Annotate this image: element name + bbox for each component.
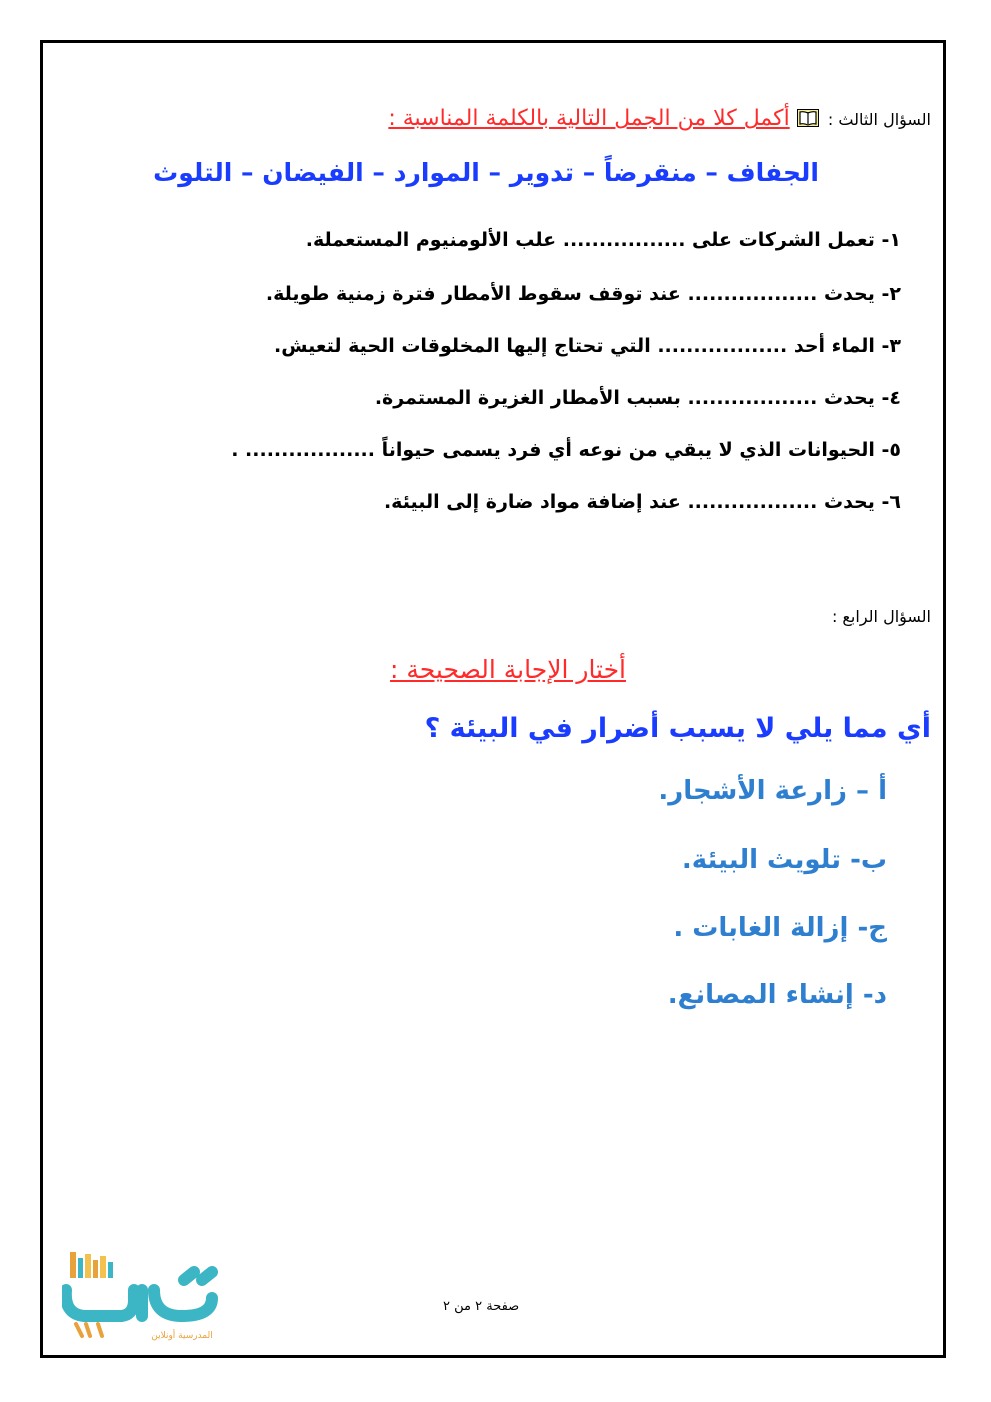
mcq-option-d: د- إنشاء المصانع. <box>667 980 887 1010</box>
fill-blank-item-5: ٥- الحيوانات الذي لا يبقي من نوعه أي فرد يسمى حيواناً .................. . <box>231 439 901 461</box>
mcq-option-c: ج- إزالة الغابات . <box>673 913 887 943</box>
question-4-label: السؤال الرابع : <box>831 607 931 626</box>
fill-blank-item-4: ٤- يحدث .................. بسبب الأمطار الغزيرة المستمرة. <box>374 387 901 409</box>
books-icon <box>62 1250 242 1342</box>
fill-blank-item-2: ٢- يحدث .................. عند توقف سقوط الأمطار فترة زمنية طويلة. <box>265 283 901 305</box>
question-4-instruction: أختار الإجابة الصحيحة : <box>390 655 626 684</box>
page-number: صفحة ٢ من ٢ <box>443 1299 520 1314</box>
mcq-question: أي مما يلي لا يسبب أضرار في البيئة ؟ <box>424 713 931 744</box>
question-3-header <box>388 106 931 131</box>
book-icon <box>797 109 819 127</box>
fill-blank-item-6: ٦- يحدث .................. عند إضافة مواد ضارة إلى البيئة. <box>383 491 901 513</box>
word-bank: الجفاف – منقرضاً – تدوير – الموارد – الفيضان – التلوث <box>153 158 819 187</box>
logo-tagline: المدرسية أونلاين <box>151 1331 213 1341</box>
mcq-option-b: ب- تلويث البيئة. <box>681 845 887 875</box>
fill-blank-item-3: ٣- الماء أحد .................. التي تحتاج إليها المخلوقات الحية لتعيش. <box>274 335 901 357</box>
kutubi-logo <box>62 1250 242 1342</box>
mcq-option-a: أ – زارعة الأشجار. <box>658 776 887 806</box>
fill-blank-item-1: ١- تعمل الشركات على ................. علب الألومنيوم المستعملة. <box>305 229 901 251</box>
question-3-instruction: أكمل كلا من الجمل التالية بالكلمة المناسبة : <box>388 106 790 131</box>
question-3-label: السؤال الثالث : <box>827 110 931 129</box>
